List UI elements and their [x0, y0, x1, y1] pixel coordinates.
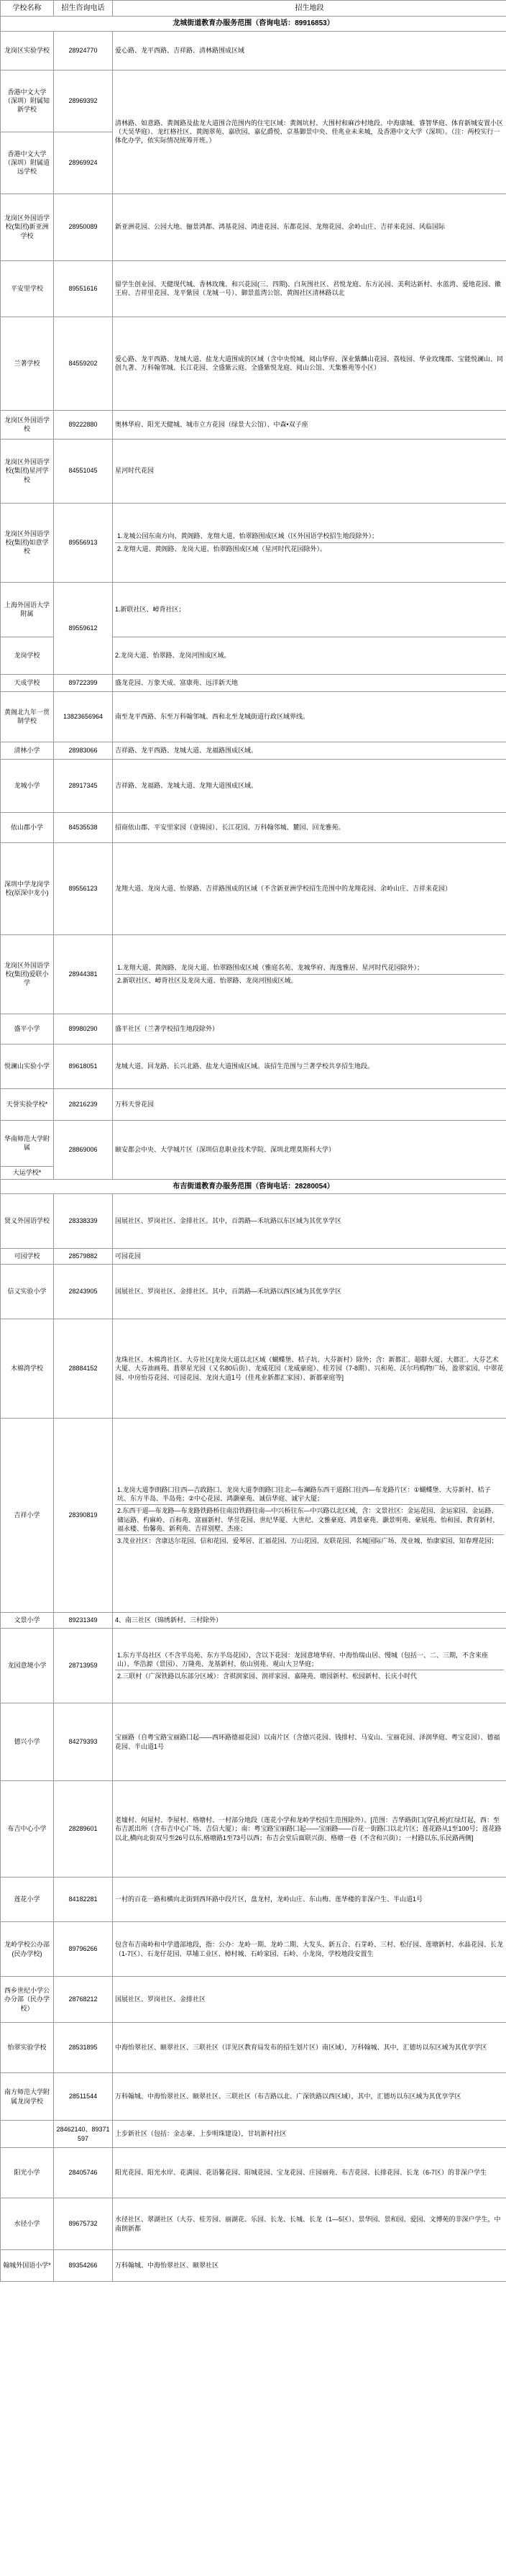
school-name-cell: 上海外国语大学附属	[1, 582, 54, 637]
table-row	[1, 759, 506, 812]
header-row	[1, 1, 506, 17]
school-name-cell: 天誉实验学校*	[1, 1088, 54, 1120]
area-cell: 龙珠社区、木棉湾社区、大芬社区[龙岗大道以北区域（蝴蝶堡、桔子坑、大芬新村）除外；含：新都汇、超群大厦、大都汇、大芬艺术大厦、大芬油画苑、翡翠星光园（又名80后街）、龙威花园（龙威豪庭）、桂芳园（7-8期）、兴和苑、沃尔玛购物广场、盈翠家园、中翠花园、中房怡芬花园、可园花园、龙岗大道1号（佳兆业新都汇家园）、新都豪庭等]	[113, 1319, 506, 1419]
area-subpart: 2.东西干道—布龙路—布龙路铁路桥往南沿铁路往南—中兴桥往东—中兴路以北区域，含：文景社区：金运花园、金运家园、金运路、储运路、杓麻岭、百和苑、富丽新村、华昱花园、世纪华厦、大世纪、文雅豪庭、鸿景豪苑、灏景明苑、豪展苑、怡和园、教育新村、福永楼、怡馨苑、新利苑、吉祥别墅、杰座；	[115, 1505, 504, 1534]
table-row	[1, 2250, 506, 2282]
school-name-cell: 南方师范大学附属龙岗学校	[1, 2073, 54, 2121]
school-name-cell: 翰城外国语小学*	[1, 2250, 54, 2282]
school-name-cell: 龙岗区外国语学校(集团)星河学校	[1, 439, 54, 503]
table-row	[1, 439, 506, 503]
table-row	[1, 1265, 506, 1319]
area-cell	[113, 934, 506, 1014]
area-subpart-row	[115, 1649, 504, 1670]
phone-cell: 28390819	[54, 1419, 113, 1613]
area-cell: 吉祥路、龙福路、龙城大道、龙翔大道围成区域。	[113, 759, 506, 812]
school-name-cell: 依山郡小学	[1, 812, 54, 842]
phone-cell: 89354266	[54, 2250, 113, 2282]
area-subparts	[115, 1649, 504, 1682]
area-cell: 招商依山郡、平安里家园（壹锦园）、长江花园、万科翰邻城、麓园、回龙雅苑。	[113, 812, 506, 842]
table-row	[1, 1319, 506, 1419]
area-cell: 一村的百花一路和横向北街到西环路中段片区，盘龙村，龙岭山庄、东山梅、莲华楼的非深户生、半山道1号	[113, 1878, 506, 1922]
column-header-school-name: 学校名称	[1, 1, 54, 17]
area-subpart-row	[115, 962, 504, 974]
school-name-cell: 盛平小学	[1, 1014, 54, 1044]
table-row	[1, 842, 506, 934]
table-header	[1, 1, 506, 17]
phone-cell: 89796266	[54, 1922, 113, 1977]
school-name-cell: 香港中文大学（深圳）附属知新学校	[1, 70, 54, 132]
area-subparts	[115, 530, 504, 554]
area-cell	[113, 1419, 506, 1613]
area-cell: 国展社区、罗岗社区、金排社区	[113, 1977, 506, 2023]
phone-cell: 28579882	[54, 1249, 113, 1265]
area-cell	[113, 1629, 506, 1703]
area-subparts	[115, 962, 504, 986]
area-cell: 万科翰城、中海怡翠社区、颐翠社区、三联社区（布吉路以北、广深铁路以西区域），其中，汇德坊以东区域为其优享学区	[113, 2073, 506, 2121]
phone-cell: 28713959	[54, 1629, 113, 1703]
table-row	[1, 1419, 506, 1613]
phone-cell: 89618051	[54, 1044, 113, 1088]
phone-cell: 28884152	[54, 1319, 113, 1419]
phone-cell: 84535538	[54, 812, 113, 842]
area-cell: 国展社区、罗岗社区、金排社区。其中，百鸽路—禾坑路以东区域为其优享学区	[113, 1194, 506, 1249]
phone-cell: 28531895	[54, 2023, 113, 2073]
area-subparts	[115, 1484, 504, 1547]
table-row	[1, 1120, 506, 1166]
area-cell: 清林路、如意路、黄阁路及盐龙大道围合范围内的住宅区域：黄阁坑村、大围村和麻沙村地段、中海康城、睿智华庭、体育新城安置小区（天昊华庭）、龙红格社区、黄阁翠苑、嘉欣园、嘉亿爵悦、京基御景中央、佳兆业未来城，及香港中文大学（深圳）。（注：两校实行一体化办学，依实际情况统筹开班。）	[113, 70, 506, 194]
area-cell: 吉祥路、龙平西路、龙城大道、龙福路围成区域。	[113, 742, 506, 759]
area-subpart-row	[115, 542, 504, 555]
school-name-cell: 文景小学	[1, 1613, 54, 1629]
area-cell: 老墟村、何屋村、李屋村、格塘村、一村部分地段（莲花小学和龙岭学校招生范围除外）。[范围：吉华路街囗(穿孔桥)红绿灯起，西：至布吉派出所（含布吉中心广场、吉信大厦）；南：粤宝路宝丽路囗起——宝丽路——百花一街路囗以北片区；莲花路从1至100号；莲花路以北,横向北街双号至26号以东,格塘路1至73号以西；布吉会堂后面联兴街、格塘一巷（不含和兴街）；一村路以东,乐民路两侧]	[113, 1781, 506, 1878]
phone-cell: 89980290	[54, 1014, 113, 1044]
phone-cell: 89556123	[54, 842, 113, 934]
table-row	[1, 2073, 506, 2121]
area-cell: 国展社区、罗岗社区、金排社区。其中，百鸽路—禾坑路以西区域为其优享学区	[113, 1265, 506, 1319]
phone-cell: 28405746	[54, 2148, 113, 2198]
area-subpart: 1.龙岗大道李朗路囗往西—吉政路囗、龙岗大道李朗路囗往北—布澜路东西干道路囗往西—布龙路片区：①蝴蝶堡、大芬新村、桔子坑、东方半岛、半岛苑；②中心花园、鸿灏豪苑、诚信华庭、诚宇大厦；	[115, 1484, 504, 1505]
area-subpart: 2.龙翔大道、黄阁路、龙岗大道、怡翠路围成区域（星河时代花园除外）。	[117, 545, 327, 552]
table-row	[1, 1977, 506, 2023]
area-cell: 颐安都会中央、大学城片区（深圳信息职业技术学院、深圳北理莫斯科大学）	[113, 1120, 506, 1179]
area-cell: 新亚洲花园、公园大地、俪景鸿都、鸿基花园、鸿进花园、东都花园、龙翔花园、余岭山庄、吉祥来花园、风临国际	[113, 194, 506, 260]
table-row	[1, 2198, 506, 2250]
table-row	[1, 1088, 506, 1120]
area-subpart-row	[115, 1484, 504, 1505]
area-cell: 宝丽路（自粤宝路宝丽路囗起——西环路德福花园）以南片区（含德兴花园、钱排村、马安山、宝丽花园、泽润华庭、粤宝花园）、德福花园、半山道1号	[113, 1703, 506, 1781]
school-name-cell: 龙园意境小学	[1, 1629, 54, 1703]
phone-cell: 28243905	[54, 1265, 113, 1319]
area-cell: 1.新联社区、嶂背社区；	[113, 582, 506, 637]
area-cell: 4、南三社区（锦绣新村、三村除外）	[113, 1613, 506, 1629]
area-subpart-row	[115, 530, 504, 542]
section-title: 布吉街道教育办服务范围（咨询电话：28280054）	[1, 1179, 506, 1194]
school-name-cell: 深圳中学龙岗学校(原深中龙小)	[1, 842, 54, 934]
phone-cell: 89722399	[54, 674, 113, 691]
phone-cell: 28216239	[54, 1088, 113, 1120]
school-name-cell: 龙岗区外国语学校(集团)如意学校	[1, 503, 54, 582]
table-row	[1, 70, 506, 132]
area-subpart-row	[115, 1505, 504, 1534]
area-subpart-row	[115, 1534, 504, 1547]
table-row	[1, 1922, 506, 1977]
table-row	[1, 1249, 506, 1265]
phone-cell: 28289601	[54, 1781, 113, 1878]
school-name-cell: 龙岭学校公办部(民办学校)	[1, 1922, 54, 1977]
area-cell: 2.龙岗大道、怡翠路、龙岗河围成区域。	[113, 637, 506, 674]
school-name-cell: 龙岗区实验学校	[1, 31, 54, 70]
table-row	[1, 2023, 506, 2073]
table-row	[1, 582, 506, 637]
table-row	[1, 674, 506, 691]
school-name-cell: 阳光小学	[1, 2148, 54, 2198]
phone-cell: 28869006	[54, 1120, 113, 1179]
column-header-phone: 招生咨询电话	[54, 1, 113, 17]
area-cell: 万科天誉花园	[113, 1088, 506, 1120]
area-cell: 盛龙花园、万象天成、富康苑、远洋新天地	[113, 674, 506, 691]
school-name-cell: 天成学校	[1, 674, 54, 691]
phone-cell: 28969924	[54, 132, 113, 194]
area-cell: 爱心路、龙平西路、龙城大道、盐龙大道围成的区域（含中央悦城、阅山华府、深业紫麟山花园、荔枝园、华业玫瑰郡、宝能悦澜山、同创九著、万科翰邻城、长江花园、全盛紫云庭、全盛紫悦龙庭、阅山公馆、天集雅苑等小区）	[113, 317, 506, 410]
area-cell: 奥林华府、阳光天健城、城市立方花园（绿景大公馆）、中森•双子座	[113, 410, 506, 439]
table-row	[1, 1878, 506, 1922]
phone-cell: 84182281	[54, 1878, 113, 1922]
area-cell: 龙城大道、回龙路、长兴北路、盐龙大道围成区域。该招生范围与兰著学校共享招生地段。	[113, 1044, 506, 1088]
area-subpart: 3.茂业社区：含康达尔花园、信和花园、爱琴居、汇福花园、万山花园、友联花园、名城国际广场、茂业城、怡康家园、知春理花园；	[117, 1537, 498, 1544]
phone-cell: 28338339	[54, 1194, 113, 1249]
school-name-cell: 清林小学	[1, 742, 54, 759]
area-cell: 中海怡翠社区、颐翠社区、三联社区（详见区教育局发布的招生划片区）南区域），万科翰城、其中，汇德坊以东区域为其优享学区	[113, 2023, 506, 2073]
table-row	[1, 691, 506, 742]
table-row	[1, 2121, 506, 2148]
school-name-cell: 华南师范大学附属	[1, 1120, 54, 1166]
phone-cell: 28924770	[54, 31, 113, 70]
phone-cell: 84279393	[54, 1703, 113, 1781]
table-row	[1, 260, 506, 317]
phone-cell: 89556913	[54, 503, 113, 582]
area-subpart: 1.东方半岛社区（不含半岛苑、东方半岛花园），含以下花园：龙园意境华府、中海怡瑞山居、慢城（包括一、二、三期，不含来座山）、华浩源（景园）、万隆苑、龙基新村、依山别苑、观山大卫华庭；	[115, 1649, 504, 1670]
school-name-cell: 木棉湾学校	[1, 1319, 54, 1419]
column-header-area: 招生地段	[113, 1, 506, 17]
school-name-cell: 龙岗区外国语学校(集团)爱联小学	[1, 934, 54, 1014]
phone-cell: 89551616	[54, 260, 113, 317]
phone-cell: 28944381	[54, 934, 113, 1014]
table-row	[1, 31, 506, 70]
school-name-cell: 香港中文大学（深圳）附属道远学校	[1, 132, 54, 194]
table-row	[1, 1014, 506, 1044]
phone-cell: 89559612	[54, 582, 113, 674]
area-cell: 龙翔大道、龙岗大道、怡翠路、吉祥路围成的区域（不含新亚洲学校招生范围中的龙翔花园、余岭山庄、吉祥来花园）	[113, 842, 506, 934]
section-title-row	[1, 17, 506, 32]
table-row	[1, 1703, 506, 1781]
area-cell	[113, 503, 506, 582]
school-name-cell: 可园学校	[1, 1249, 54, 1265]
area-subpart-row	[115, 1670, 504, 1683]
section-title-row	[1, 1179, 506, 1194]
area-subpart: 1.龙城公园东南方向、黄阁路、龙翔大道、怡翠路围成区域（区外国语学校招生地段除外）；	[115, 530, 504, 542]
table-row	[1, 812, 506, 842]
table-row	[1, 934, 506, 1014]
phone-cell: 84551045	[54, 439, 113, 503]
school-name-cell	[1, 2121, 54, 2148]
table-row	[1, 1044, 506, 1088]
school-name-cell: 悦澜山实验小学	[1, 1044, 54, 1088]
area-cell: 上步新社区（包括：金志豪、上步明珠建设），甘坑新村社区	[113, 2121, 506, 2148]
school-name-cell: 布吉中心小学	[1, 1781, 54, 1878]
section-title: 龙城街道教育办服务范围（咨询电话：89916853）	[1, 17, 506, 32]
area-cell: 星河时代花园	[113, 439, 506, 503]
school-name-cell: 龙岗学校	[1, 637, 54, 674]
phone-cell: 13823656964	[54, 691, 113, 742]
area-cell: 万科翰城、中海怡翠社区、颐翠社区	[113, 2250, 506, 2282]
school-name-cell: 平安里学校	[1, 260, 54, 317]
phone-cell: 28511544	[54, 2073, 113, 2121]
school-name-cell: 龙岗区外国语学校	[1, 410, 54, 439]
school-name-cell: 莲花小学	[1, 1878, 54, 1922]
phone-cell: 28969392	[54, 70, 113, 132]
phone-cell: 28768212	[54, 1977, 113, 2023]
school-name-cell: 德兴小学	[1, 1703, 54, 1781]
area-subpart: 2.新联社区、嶂背社区及龙岗大道、怡翠路、龙岗河围成区域。	[117, 976, 298, 984]
table-row	[1, 317, 506, 410]
area-cell: 阳光花园、阳光水岸、花满园、花语馨花园、阳城花园、宝龙花园、庄园丽苑、布吉花园、长排花园、长龙（6-7区）的非深户学生	[113, 2148, 506, 2198]
school-name-cell: 龙岗区外国语学校(集团)新亚洲学校	[1, 194, 54, 260]
area-cell: 水径社区、翠湖社区（大芬、桂芳园、丽湖花、乐园、长龙、长城、长龙（1—5区）、景华园、景和园、爱园、文博苑的非深户学生，中南朗新都	[113, 2198, 506, 2250]
table-row	[1, 503, 506, 582]
area-subpart: 2.三联村（广深铁路以东部分区域）：含祺润家园、润祥家园、嘉隆苑、塘园新村、松园新村、长庆小时代	[117, 1672, 418, 1680]
table-row	[1, 2148, 506, 2198]
school-name-cell: 兰著学校	[1, 317, 54, 410]
phone-cell: 89222880	[54, 410, 113, 439]
school-name-cell: 黄阁北九年一贯制学校	[1, 691, 54, 742]
area-cell: 可园花园	[113, 1249, 506, 1265]
area-cell: 盛平社区（兰著学校招生地段除外）	[113, 1014, 506, 1044]
area-subpart: 1.龙翔大道、黄阁路、龙岗大道、怡翠路围成区域（雅庭名苑、龙城华府、海逸雅居、星河时代花园除外）；	[115, 962, 504, 974]
phone-cell: 84559202	[54, 317, 113, 410]
area-cell: 留学生创业园、天健现代城、香林玫瑰、和兴花园(三、四期)、白灰围社区、君悦龙庭、东方沁园、美利达新村、水蓝湾、爱地花园、徽王府、吉祥里花园、龙平紫园（龙城一号）、御景蓝湾公馆、黄阁社区清林路以北	[113, 260, 506, 317]
area-cell: 爱心路、龙平西路、吉祥路、清林路围成区域	[113, 31, 506, 70]
phone-cell: 28917345	[54, 759, 113, 812]
area-cell: 包含布吉南岭和中学遗部地段，指：公办：龙岭一期、龙岭二期、大发头、新五合、石芽岭、三村、松仔园、莲塘新村、水晶花园、长龙（1-7区）、石龙仔花园、草埔工业区、樟村城、石岭家园、石岭、小龙岗，学校地段安置生	[113, 1922, 506, 1977]
school-name-cell: 贤义外国语学校	[1, 1194, 54, 1249]
school-name-cell: 吉祥小学	[1, 1419, 54, 1613]
table-row	[1, 1629, 506, 1703]
table-row	[1, 1194, 506, 1249]
table-row	[1, 410, 506, 439]
school-name-cell: 信义实验小学	[1, 1265, 54, 1319]
school-name-cell: 西乡世纪小学公办分部（民办学校）	[1, 1977, 54, 2023]
area-cell: 南至龙平西路、东至万科翰邻城、西和北至龙城街道行政区域界线。	[113, 691, 506, 742]
school-name-cell: 龙城小学	[1, 759, 54, 812]
phone-cell: 89675732	[54, 2198, 113, 2250]
phone-cell: 28462140、89371597	[54, 2121, 113, 2148]
phone-cell: 28983066	[54, 742, 113, 759]
table-body	[1, 17, 506, 2282]
school-name-cell: 怡翠实验学校	[1, 2023, 54, 2073]
table-row	[1, 1781, 506, 1878]
table-row	[1, 742, 506, 759]
table-row	[1, 194, 506, 260]
school-name-cell: 大运学校*	[1, 1166, 54, 1179]
phone-cell: 89231349	[54, 1613, 113, 1629]
phone-cell: 28950089	[54, 194, 113, 260]
school-name-cell: 水径小学	[1, 2198, 54, 2250]
area-subpart-row	[115, 974, 504, 986]
table-row	[1, 1613, 506, 1629]
